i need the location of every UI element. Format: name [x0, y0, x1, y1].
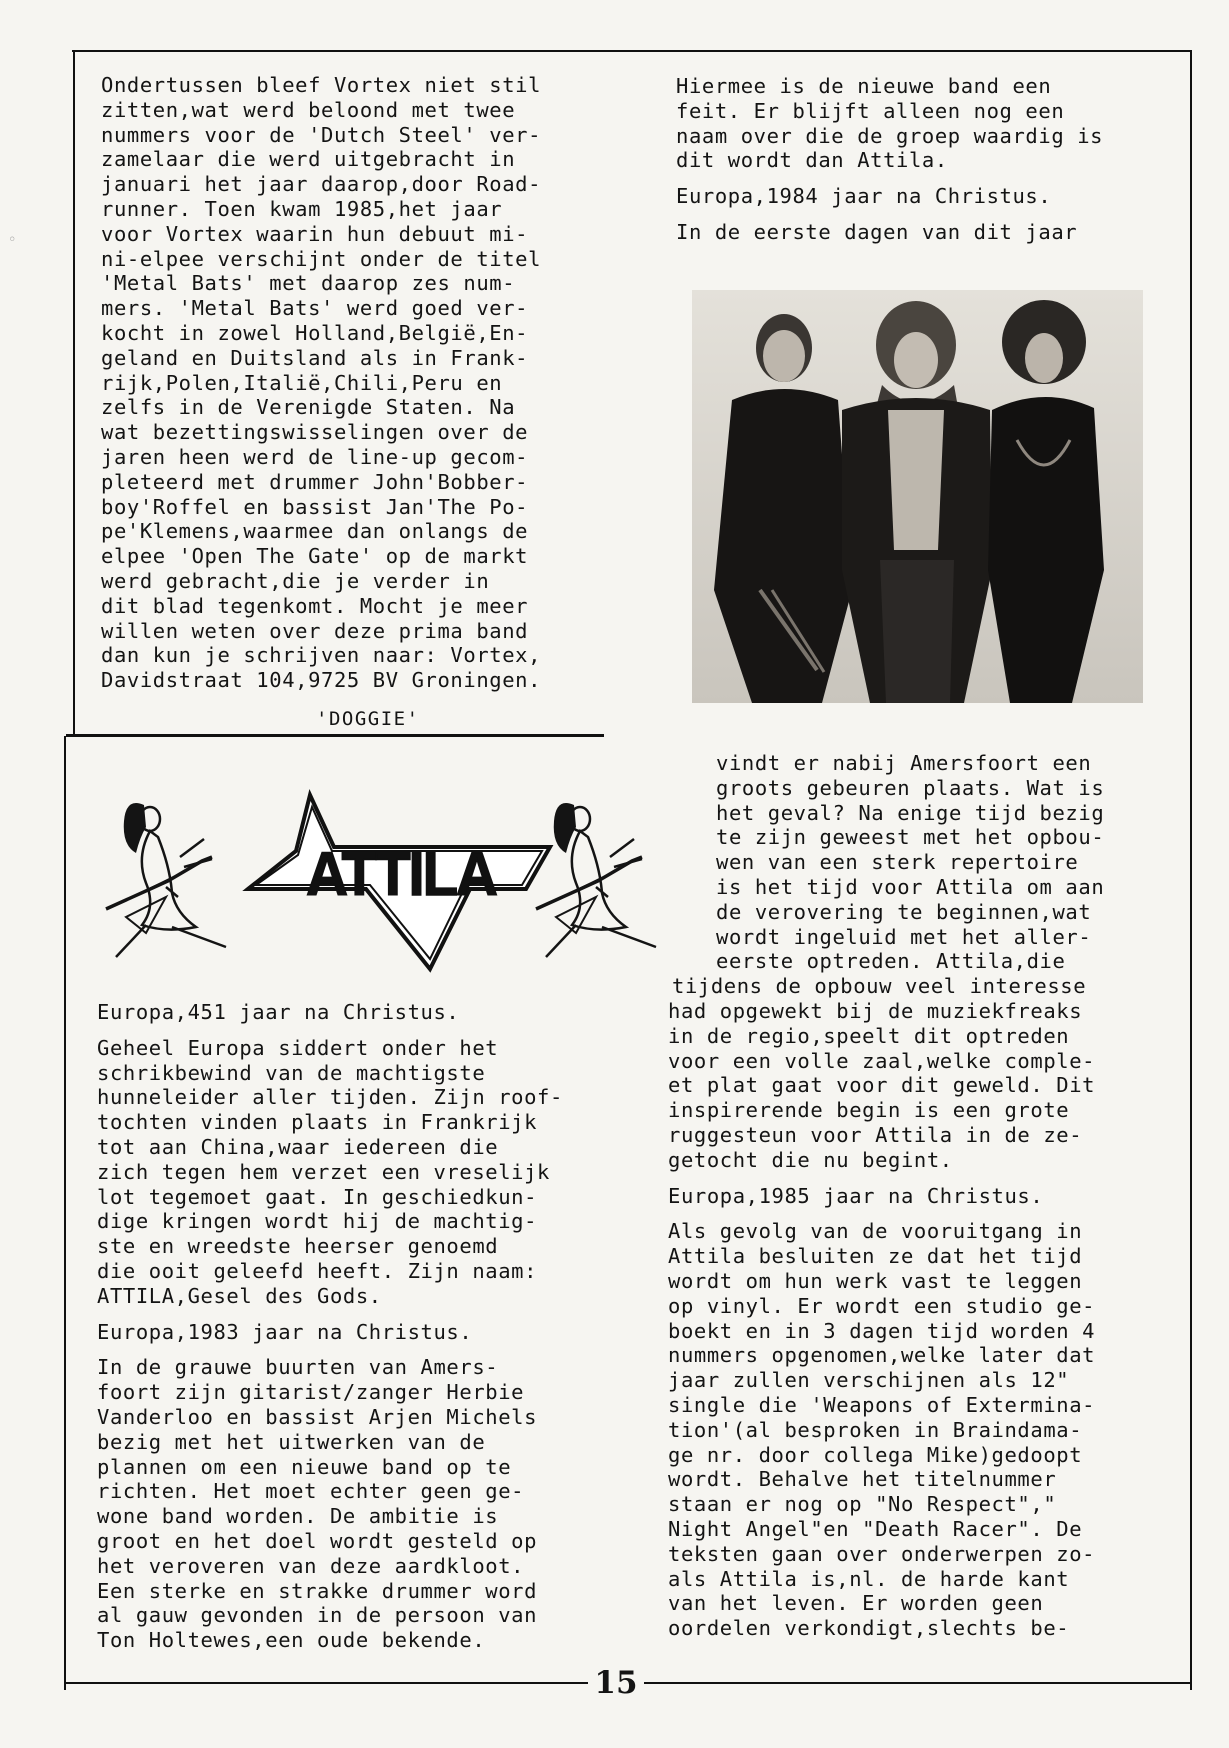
- paragraph: [97, 1355, 563, 1653]
- text-line: wordt om hun werk vast te leggen: [668, 1268, 1083, 1293]
- text-line: Een sterke en strakke drummer word: [97, 1578, 538, 1603]
- text-line: single die 'Weapons of Extermina-: [668, 1392, 1096, 1417]
- text-line: het veroveren van deze aardkloot.: [97, 1553, 525, 1578]
- text-line: naam over die de groep waardig is: [676, 123, 1104, 148]
- text-line: In de eerste dagen van dit jaar: [676, 219, 1078, 244]
- section-heading: [97, 1000, 563, 1025]
- text-line: dit wordt dan Attila.: [676, 148, 948, 173]
- text-line: Europa,1985 jaar na Christus.: [668, 1183, 1044, 1208]
- author-signature: 'DOGGIE': [316, 708, 420, 730]
- text-line: van het leven. Er worden geen: [668, 1591, 1044, 1616]
- text-line: groot en het doel wordt gesteld op: [97, 1528, 538, 1553]
- text-line: werd gebracht,die je verder in: [101, 568, 490, 593]
- section-heading: [97, 1320, 563, 1345]
- text-line: januari het jaar daarop,door Road-: [101, 172, 542, 197]
- text-line: die ooit geleefd heeft. Zijn naam:: [97, 1258, 538, 1283]
- text-line: pleteerd met drummer John'Bobber-: [101, 469, 529, 494]
- section-divider-rule: [66, 734, 604, 737]
- paragraph: [676, 74, 1103, 173]
- right-column-top: [676, 74, 1103, 245]
- frame-bottom-rule-right: [644, 1682, 1192, 1684]
- pinup-figure-left-icon: [106, 803, 226, 957]
- text-line: zamelaar die werd uitgebracht in: [101, 147, 516, 172]
- attila-logo-art: [98, 787, 688, 975]
- text-line: ge nr. door collega Mike)gedoopt: [668, 1442, 1083, 1467]
- text-line: kocht in zowel Holland,België,En-: [101, 320, 529, 345]
- text-line: inspirerende begin is een grote: [668, 1098, 1070, 1123]
- text-line: het geval? Na enige tijd bezig: [716, 800, 1105, 825]
- text-line: foort zijn gitarist/zanger Herbie: [97, 1380, 525, 1405]
- right-column-bottom: [668, 751, 1104, 1641]
- text-line: et plat gaat voor dit geweld. Dit: [668, 1073, 1096, 1098]
- text-line: schrikbewind van de machtigste: [97, 1060, 486, 1085]
- text-line: teksten gaan over onderwerpen zo-: [668, 1541, 1096, 1566]
- left-column-bottom: [97, 1000, 563, 1653]
- frame-right-rule: [1190, 50, 1192, 1690]
- margin-marks: ◦: [8, 232, 17, 248]
- text-line: tot aan China,waar iedereen die: [97, 1134, 499, 1159]
- text-line: jaren heen werd de line-up gecom-: [101, 444, 529, 469]
- paragraph: [668, 751, 1104, 1173]
- text-line: jaar zullen verschijnen als 12": [668, 1368, 1070, 1393]
- text-line: had opgewekt bij de muziekfreaks: [668, 998, 1083, 1023]
- text-line: bezig met het uitwerken van de: [97, 1429, 486, 1454]
- attila-logo-icon: [248, 795, 550, 969]
- left-column-top: [101, 73, 541, 693]
- page-number: 15: [588, 1663, 644, 1703]
- text-line: oordelen verkondigt,slechts be-: [668, 1616, 1070, 1641]
- text-line: in de regio,speelt dit optreden: [668, 1023, 1070, 1048]
- text-line: nummers opgenomen,welke later dat: [668, 1343, 1096, 1368]
- text-line: Hiermee is de nieuwe band een: [676, 74, 1052, 98]
- text-line: Ton Holtewes,een oude bekende.: [97, 1628, 486, 1653]
- text-line: pe'Klemens,waarmee dan onlangs de: [101, 519, 529, 544]
- text-line: Night Angel"en "Death Racer". De: [668, 1516, 1083, 1541]
- text-line: geland en Duitsland als in Frank-: [101, 345, 529, 370]
- text-line: te zijn geweest met het opbou-: [716, 825, 1105, 850]
- text-line: Europa,1984 jaar na Christus.: [676, 184, 1052, 209]
- text-line: Europa,451 jaar na Christus.: [97, 1000, 460, 1024]
- text-line: tion'(al besproken in Braindama-: [668, 1417, 1083, 1442]
- frame-bottom-rule-left: [64, 1682, 588, 1684]
- text-line: rijk,Polen,Italië,Chili,Peru en: [101, 370, 503, 395]
- section-heading: [668, 1184, 1104, 1209]
- text-line: voor Vortex waarin hun debuut mi-: [101, 221, 529, 246]
- text-line: boy'Roffel en bassist Jan'The Po-: [101, 494, 529, 519]
- text-line: Vanderloo en bassist Arjen Michels: [97, 1404, 538, 1429]
- text-line: eerste optreden. Attila,die: [716, 949, 1066, 974]
- text-line: is het tijd voor Attila om aan: [716, 874, 1105, 899]
- text-line: Geheel Europa siddert onder het: [97, 1035, 499, 1060]
- text-line: Als gevolg van de vooruitgang in: [668, 1219, 1083, 1244]
- text-line: plannen om een nieuwe band op te: [97, 1454, 512, 1479]
- text-line: ste en wreedste heerser genoemd: [97, 1234, 499, 1259]
- paragraph: [97, 1036, 563, 1309]
- text-line: boekt en in 3 dagen tijd worden 4: [668, 1318, 1096, 1343]
- text-line: getocht die nu begint.: [668, 1147, 953, 1172]
- paragraph: [676, 220, 1103, 245]
- text-line: dige kringen wordt hij de machtig-: [97, 1209, 538, 1234]
- band-photo-image: [692, 290, 1143, 703]
- text-line: In de grauwe buurten van Amers-: [97, 1355, 499, 1380]
- text-line: wone band worden. De ambitie is: [97, 1504, 499, 1529]
- text-line: wen van een sterk repertoire: [716, 850, 1079, 875]
- text-line: zitten,wat werd beloond met twee: [101, 97, 516, 122]
- text-line: zich tegen hem verzet een vreselijk: [97, 1159, 550, 1184]
- text-line: nummers voor de 'Dutch Steel' ver-: [101, 122, 542, 147]
- frame-left-rule-bottom: [64, 736, 66, 1690]
- text-line: ATTILA,Gesel des Gods.: [97, 1283, 382, 1308]
- text-line: wat bezettingswisselingen over de: [101, 420, 529, 445]
- text-line: staan er nog op "No Respect",": [668, 1492, 1057, 1517]
- text-line: Attila besluiten ze dat het tijd: [668, 1244, 1083, 1269]
- pinup-figure-right-icon: [536, 803, 656, 957]
- text-line: hunneleider aller tijden. Zijn roof-: [97, 1085, 563, 1110]
- text-line: tochten vinden plaats in Frankrijk: [97, 1110, 538, 1135]
- text-line: op vinyl. Er wordt een studio ge-: [668, 1293, 1096, 1318]
- text-line: elpee 'Open The Gate' op de markt: [101, 544, 529, 569]
- text-line: als Attila is,nl. de harde kant: [668, 1566, 1070, 1591]
- section-heading: [676, 184, 1103, 209]
- text-line: groots gebeuren plaats. Wat is: [716, 775, 1105, 800]
- text-line: lot tegemoet gaat. In geschiedkun-: [97, 1184, 538, 1209]
- band-photo: [692, 290, 1143, 703]
- text-line: dan kun je schrijven naar: Vortex,: [101, 643, 542, 668]
- text-line: voor een volle zaal,welke comple-: [668, 1048, 1096, 1073]
- attila-logo-block: [98, 787, 688, 975]
- text-line: vindt er nabij Amersfoort een: [716, 751, 1092, 775]
- paragraph: [668, 1219, 1104, 1641]
- text-line: richten. Het moet echter geen ge-: [97, 1479, 525, 1504]
- text-line: tijdens de opbouw veel interesse: [672, 974, 1087, 999]
- text-line: ni-elpee verschijnt onder de titel: [101, 246, 542, 271]
- attila-logo-text: ATTILA: [306, 839, 496, 909]
- text-line: willen weten over deze prima band: [101, 618, 529, 643]
- text-line: zelfs in de Verenigde Staten. Na: [101, 395, 516, 420]
- text-line: mers. 'Metal Bats' werd goed ver-: [101, 296, 529, 321]
- text-line: de verovering te beginnen,wat: [716, 899, 1092, 924]
- text-line: Davidstraat 104,9725 BV Groningen.: [101, 668, 542, 693]
- text-line: wordt ingeluid met het aller-: [716, 924, 1092, 949]
- text-line: dit blad tegenkomt. Mocht je meer: [101, 593, 529, 618]
- text-line: runner. Toen kwam 1985,het jaar: [101, 196, 503, 221]
- frame-left-rule-top: [73, 50, 75, 734]
- text-line: al gauw gevonden in de persoon van: [97, 1603, 538, 1628]
- text-line: wordt. Behalve het titelnummer: [668, 1467, 1057, 1492]
- text-line: Europa,1983 jaar na Christus.: [97, 1319, 473, 1344]
- text-line: Ondertussen bleef Vortex niet stil: [101, 73, 542, 97]
- text-line: ruggesteun voor Attila in de ze-: [668, 1122, 1083, 1147]
- text-line: feit. Er blijft alleen nog een: [676, 98, 1065, 123]
- frame-top-rule: [72, 50, 1192, 52]
- text-line: 'Metal Bats' met daarop zes num-: [101, 271, 516, 296]
